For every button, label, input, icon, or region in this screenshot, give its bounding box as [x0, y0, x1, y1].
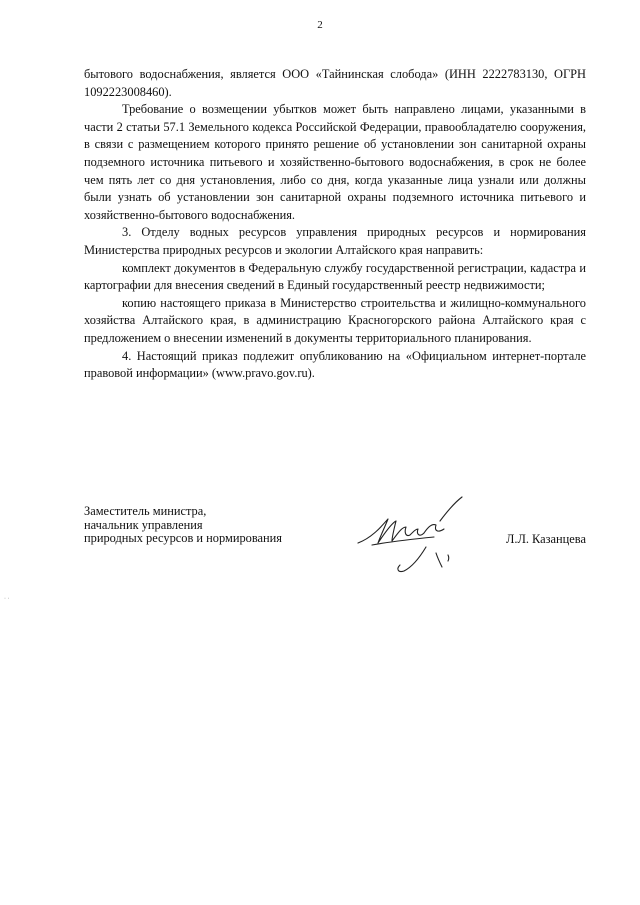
page-number: 2 — [317, 19, 323, 31]
handwritten-signature — [354, 493, 474, 583]
paragraph-item-4: 4. Настоящий приказ подлежит опубликованию на «Официальном интернет-портале правовой информации» (www.pravo.gov.ru). — [84, 348, 586, 381]
signer-name: Л.Л. Казанцева — [505, 532, 586, 546]
paragraph-item-3: 3. Отделу водных ресурсов управления природных ресурсов и нормирования Министерства природных ресурсов и экологии Алтайского края направить: — [84, 225, 586, 257]
margin-mark: · · — [4, 596, 10, 602]
paragraph-continuation: бытового водоснабжения, является ООО «Тайнинская слобода» (ИНН 2222783130, ОГРН 1092223008460). — [84, 67, 586, 99]
document-body — [84, 66, 586, 383]
paragraph-damages: Требование о возмещении убытков может быть направлено лицами, указанными в части 2 статьи 57.1 Земельного кодекса Российской Федерации, правообладателю сооружения, в связи с размещением которого принято решение об установлении зон санитарной охраны подземного источника питьевого и хозяйственно-бытового водоснабжения, в срок не более чем пять лет со дня установления, либо со дня, когда указанные лица узнали или должны были узнать об установлении зон санитарной охраны подземного источника питьевого и хозяйственно-бытового водоснабжения. — [84, 102, 586, 222]
signer-title-line: начальник управления — [84, 517, 203, 532]
signer-title-line: природных ресурсов и нормирования — [84, 531, 282, 545]
signer-title-line: Заместитель министра, — [84, 504, 207, 518]
signer-title — [84, 505, 282, 546]
paragraph-item-3-registry: комплект документов в Федеральную службу государственной регистрации, кадастра и картографии для внесения сведений в Единый государственный реестр недвижимости; — [84, 260, 586, 293]
paragraph-item-3-ministry: копию настоящего приказа в Министерство строительства и жилищно-коммунального хозяйства Алтайского края, в администрацию Красногорского района Алтайского края с предложением о внесении изменений в документы территориального планирования. — [84, 295, 586, 345]
signature-block — [84, 505, 586, 585]
